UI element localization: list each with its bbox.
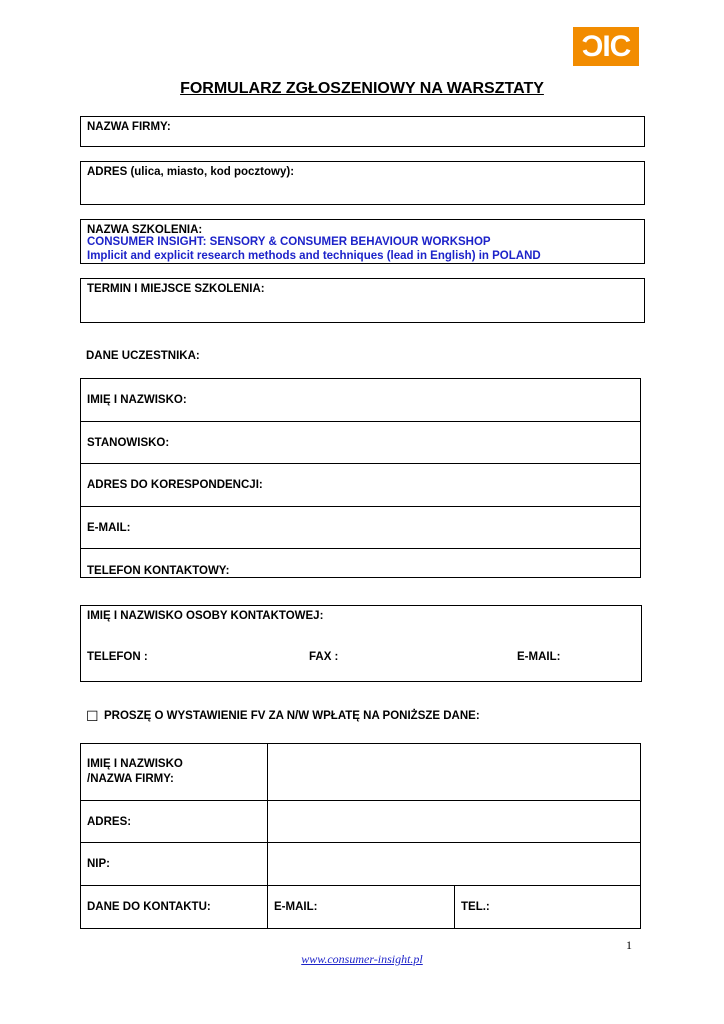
company-name-label: NAZWA FIRMY: (87, 121, 171, 133)
participant-address-field[interactable]: ADRES DO KORESPONDENCJI: (81, 464, 641, 507)
training-name-box (80, 219, 645, 264)
website-link[interactable]: www.consumer-insight.pl (301, 952, 423, 966)
training-title: CONSUMER INSIGHT: SENSORY & CONSUMER BEHAVIOUR WORKSHOP (87, 236, 491, 248)
invoice-name-label-line1: IMIĘ I NAZWISKO (87, 758, 183, 770)
invoice-name-label-line2: /NAZWA FIRMY: (87, 773, 174, 785)
participant-email-field[interactable]: E-MAIL: (81, 507, 641, 549)
invoice-name-label (81, 744, 268, 801)
invoice-tel-field[interactable]: TEL.: (455, 886, 641, 929)
invoice-table (80, 743, 641, 929)
participant-table (80, 378, 641, 578)
invoice-contact-label: DANE DO KONTAKTU: (81, 886, 268, 929)
page-title: FORMULARZ ZGŁOSZENIOWY NA WARSZTATY (180, 80, 544, 97)
logo: ƆIC (573, 27, 639, 66)
date-place-label: TERMIN I MIEJSCE SZKOLENIA: (87, 283, 265, 295)
invoice-name-input[interactable] (268, 744, 641, 801)
training-subtitle: Implicit and explicit research methods and techniques (lead in English) in POLAND (87, 250, 541, 262)
company-name-field[interactable] (80, 116, 645, 147)
contact-phone-label: TELEFON : (87, 651, 148, 663)
contact-person-box[interactable] (80, 605, 642, 682)
date-place-field[interactable] (80, 278, 645, 323)
invoice-nip-input[interactable] (268, 843, 641, 886)
company-address-label: ADRES (ulica, miasto, kod pocztowy): (87, 166, 295, 178)
training-name-label: NAZWA SZKOLENIA: (87, 224, 203, 236)
invoice-address-label: ADRES: (81, 801, 268, 843)
participant-phone-field[interactable]: TELEFON KONTAKTOWY: (81, 549, 641, 578)
participant-position-field[interactable]: STANOWISKO: (81, 422, 641, 464)
invoice-heading: PROSZĘ O WYSTAWIENIE FV ZA N/W WPŁATĘ NA PONIŻSZE DANE: (104, 710, 480, 722)
contact-person-label: IMIĘ I NAZWISKO OSOBY KONTAKTOWEJ: (87, 610, 324, 622)
contact-email-label: E-MAIL: (517, 651, 561, 663)
participant-name-field[interactable]: IMIĘ I NAZWISKO: (81, 379, 641, 422)
company-address-field[interactable] (80, 161, 645, 205)
invoice-nip-label: NIP: (81, 843, 268, 886)
invoice-checkbox[interactable]: ☐ (86, 708, 99, 724)
invoice-email-field[interactable]: E-MAIL: (268, 886, 455, 929)
page-number: 1 (626, 938, 632, 952)
participant-heading: DANE UCZESTNIKA: (86, 350, 200, 362)
contact-fax-label: FAX : (309, 651, 339, 663)
invoice-address-input[interactable] (268, 801, 641, 843)
